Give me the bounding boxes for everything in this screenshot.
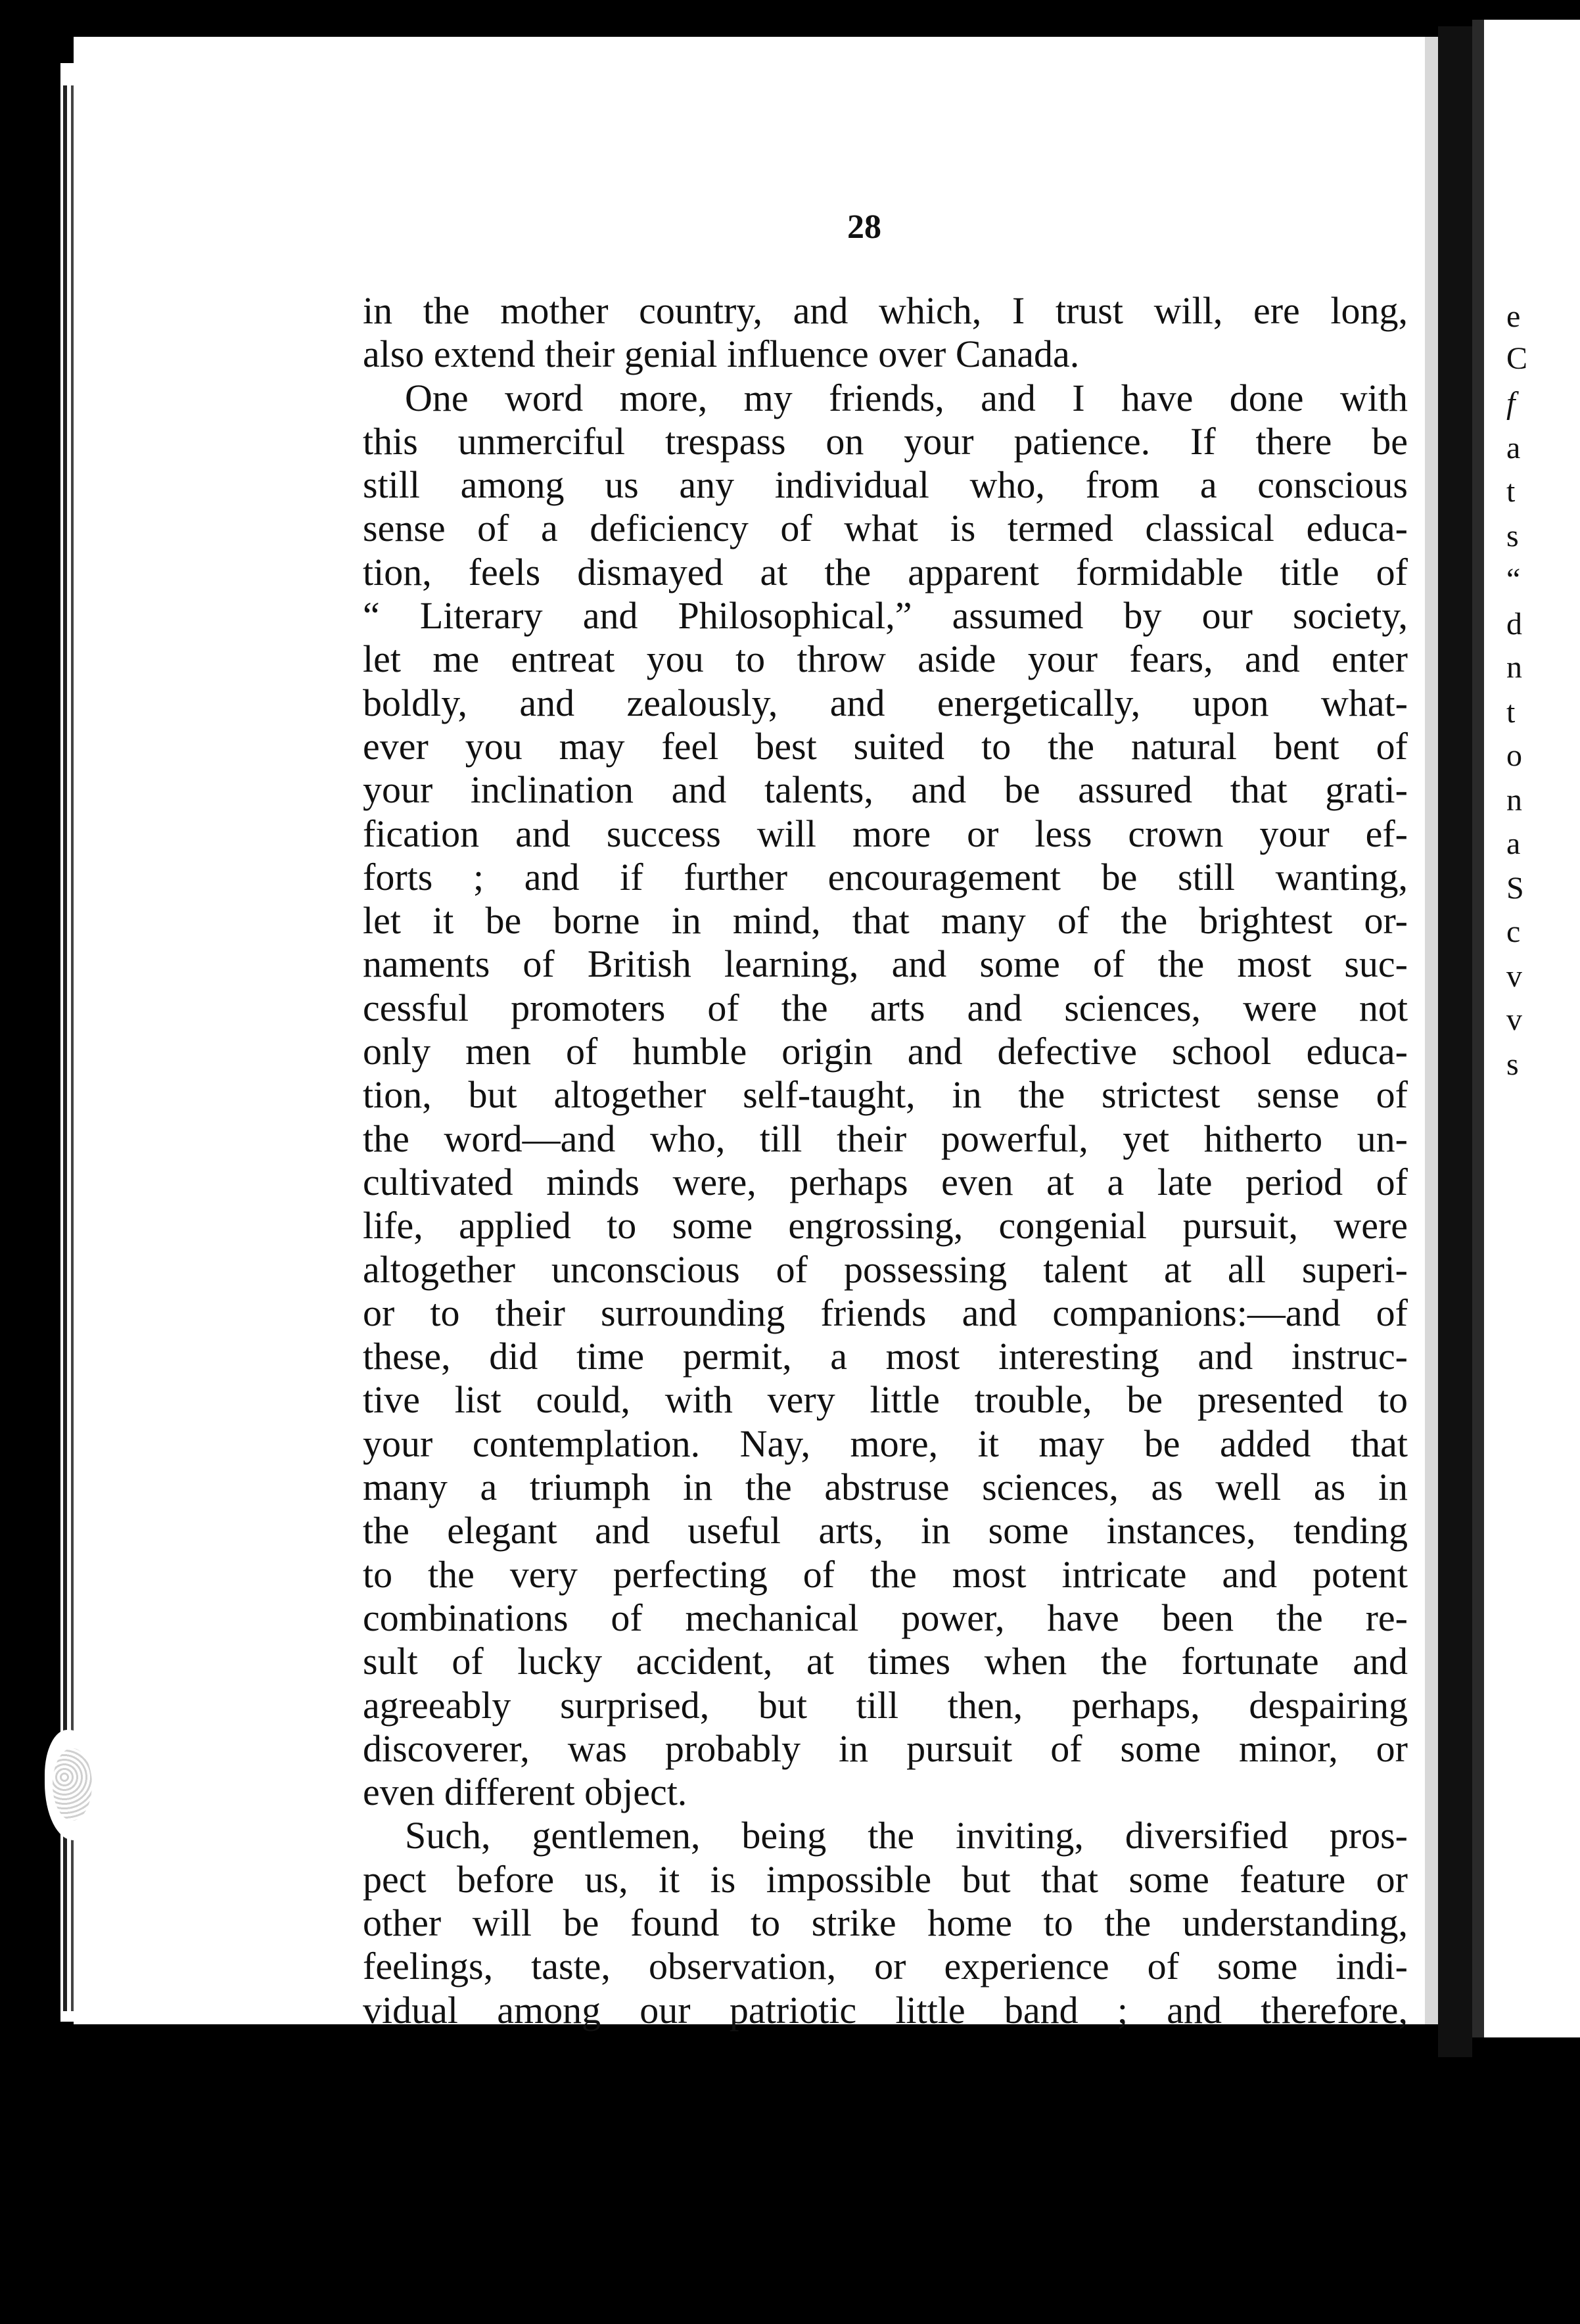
text-line: One word more, my friends, and I have done with [405,376,1408,419]
facing-page-fragment: “ [1506,562,1521,597]
page-number: 28 [847,208,881,246]
paper-damage-texture [53,1748,92,1821]
text-line: these, did time permit, a most interesting and instruc- [363,1335,1408,1378]
text-line: feelings, taste, observation, or experience of some indi- [363,1945,1408,1988]
text-line: sult of lucky accident, at times when the fortunate and [363,1640,1408,1683]
text-line: only men of humble origin and defective school educa- [363,1030,1408,1073]
text-line: even different object. [363,1771,687,1814]
facing-page-fragment: f [1506,386,1516,421]
text-line: combinations of mechanical power, have been the re- [363,1596,1408,1639]
text-line: naments of British learning, and some of the most suc- [363,942,1408,986]
page-edge-line [63,85,67,2011]
text-line: let me entreat you to throw aside your fears, and enter [363,638,1408,681]
facing-page-fragment: o [1506,738,1522,773]
text-line: cultivated minds were, perhaps even at a late period of [363,1160,1408,1203]
text-line: “ Literary and Philosophical,” assumed by our society, [363,594,1408,638]
text-line: vidual among our patriotic little band ; and therefore, [363,1988,1408,2032]
text-line: still among us any individual who, from a conscious [363,463,1408,507]
text-line: tion, feels dismayed at the apparent formidable title of [363,550,1408,593]
facing-page-fragment: c [1506,914,1521,949]
facing-page-fragment: t [1506,474,1516,509]
text-line: also extend their genial influence over Canada. [363,333,1080,376]
text-line: the word—and who, till their powerful, yet hitherto un- [363,1117,1408,1160]
page-gutter [1425,37,1438,2024]
facing-page-shadow [1472,20,1484,2037]
text-line: boldly, and zealously, and energetically, upon what- [363,681,1408,724]
text-line: this unmerciful trespass on your patience. If there be [363,419,1408,463]
facing-page-fragment: a [1506,826,1521,861]
text-line: to the very perfecting of the most intricate and potent [363,1552,1408,1596]
facing-page-fragment: e [1506,299,1521,334]
text-line: many a triumph in the abstruse sciences, as well as in [363,1466,1408,1509]
text-line: pect before us, it is impossible but that some feature or [363,1857,1408,1901]
text-line: sense of a deficiency of what is termed classical educa- [363,507,1408,550]
facing-page-fragment: v [1506,1002,1522,1037]
facing-page-fragment: d [1506,607,1522,641]
facing-page-fragment: v [1506,959,1522,994]
facing-page-fragment: t [1506,695,1516,730]
body-text [363,289,1408,2032]
facing-page-fragment: C [1506,341,1528,376]
text-line: tion, but altogether self-taught, in the strictest sense of [363,1073,1408,1117]
text-line: cessful promoters of the arts and sciences, were not [363,986,1408,1029]
facing-page-fragment: s [1506,1047,1519,1082]
text-line: altogether unconscious of possessing talent at all superi- [363,1247,1408,1291]
facing-page [1472,20,1580,2037]
text-line: other will be found to strike home to the understanding, [363,1901,1408,1944]
facing-page-fragment: a [1506,430,1521,465]
text-line: forts ; and if further encouragement be still wanting, [363,855,1408,898]
text-line: Such, gentlemen, being the inviting, diversified pros- [405,1814,1408,1857]
facing-page-fragment: s [1506,519,1519,553]
facing-page-fragment: n [1506,650,1522,685]
facing-page-fragment: n [1506,783,1522,818]
text-line: life, applied to some engrossing, congenial pursuit, were [363,1204,1408,1247]
text-line: let it be borne in mind, that many of the brightest or- [363,899,1408,942]
text-line: or to their surrounding friends and companions:—and of [363,1291,1408,1334]
text-line: your contemplation. Nay, more, it may be added that [363,1422,1408,1465]
text-line: agreeably surprised, but till then, perhaps, despairing [363,1683,1408,1727]
text-line: fication and success will more or less crown your ef- [363,812,1408,855]
binding-shadow [1438,26,1472,2057]
text-line: tive list could, with very little trouble, be presented to [363,1378,1408,1422]
text-line: ever you may feel best suited to the natural bent of [363,724,1408,768]
text-line: discoverer, was probably in pursuit of some minor, or [363,1727,1408,1770]
text-line: the elegant and useful arts, in some instances, tending [363,1509,1408,1552]
text-line: your inclination and talents, and be assured that grati- [363,768,1408,812]
facing-page-fragment: S [1506,871,1524,906]
text-line: in the mother country, and which, I trust will, ere long, [363,289,1408,332]
